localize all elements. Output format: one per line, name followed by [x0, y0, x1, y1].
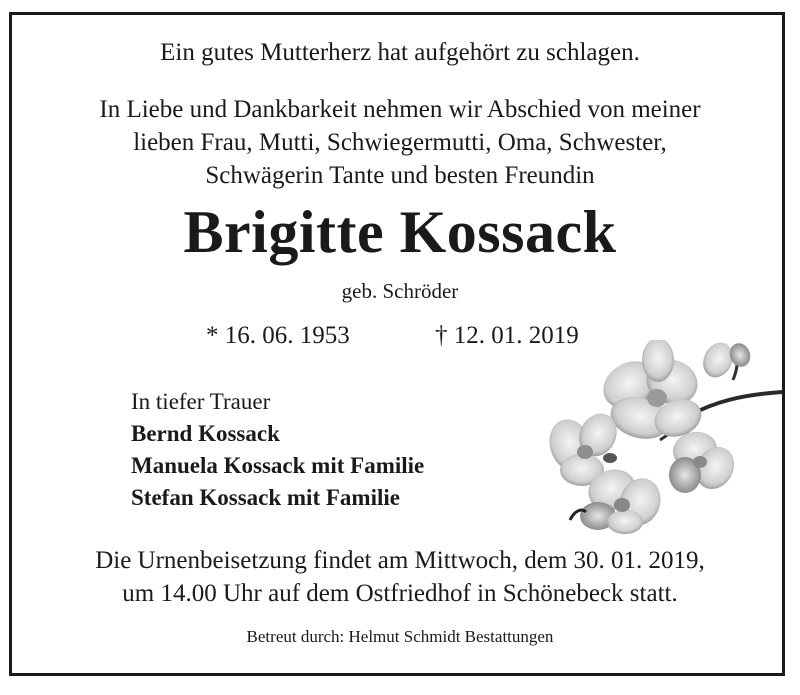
orchid-branch-icon: [540, 340, 785, 535]
opening-line: Ein gutes Mutterherz hat aufgehört zu schlagen.: [160, 39, 640, 66]
mourning-intro: In tiefer Trauer: [131, 389, 271, 414]
death-date: † 12. 01. 2019: [435, 322, 579, 349]
birth-date: * 16. 06. 1953: [206, 322, 350, 349]
farewell-line-3: Schwägerin Tante und besten Freundin: [205, 162, 595, 189]
maiden-name: geb. Schröder: [341, 279, 459, 303]
farewell-line-2: lieben Frau, Mutti, Schwiegermutti, Oma, Schwester,: [133, 129, 667, 156]
mourner-3: Stefan Kossack mit Familie: [131, 485, 400, 510]
burial-line-2: um 14.00 Uhr auf dem Ostfriedhof in Schönebeck statt.: [122, 580, 678, 607]
deceased-name: Brigitte Kossack: [183, 199, 617, 265]
mourner-2: Manuela Kossack mit Familie: [131, 453, 425, 478]
farewell-line-1: In Liebe und Dankbarkeit nehmen wir Abschied von meiner: [99, 96, 701, 123]
funeral-home-credit: Betreut durch: Helmut Schmidt Bestattungen: [246, 627, 554, 646]
mourner-1: Bernd Kossack: [131, 421, 280, 446]
burial-line-1: Die Urnenbeisetzung findet am Mittwoch, dem 30. 01. 2019,: [95, 547, 705, 574]
